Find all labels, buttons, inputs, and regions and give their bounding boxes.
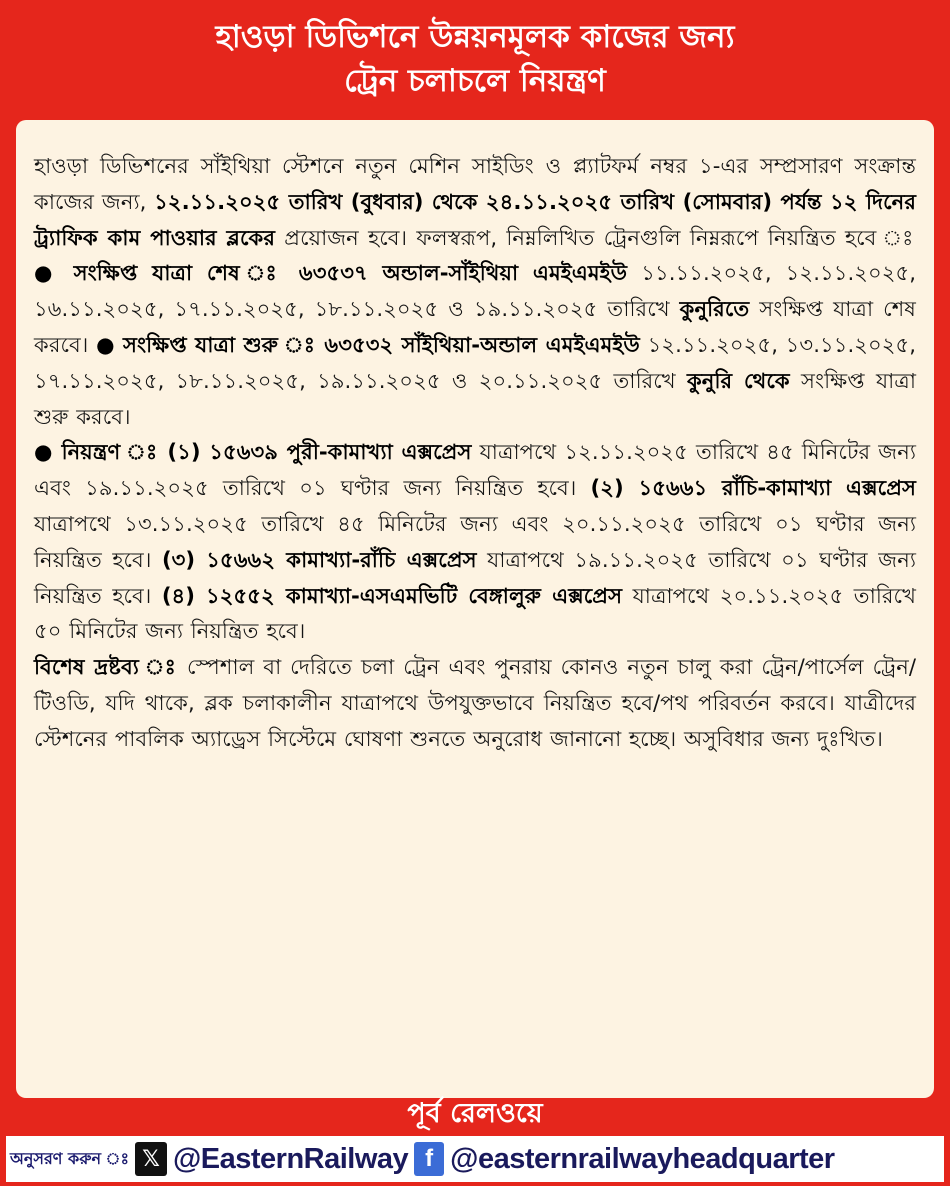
short-termination-dates: ১১.১১.২০২৫, ১২.১১.২০২৫, ১৬.১১.২০২৫, ১৭.১১.২০২৫, ১৮.১১.২০২৫ ও ১৯.১১.২০২৫ তারিখে [34,260,916,322]
regulation-train-1-detail: যাত্রাপথে ১২.১১.২০২৫ তারিখে ৪৫ মিনিটের জন্য এবং ১৯.১১.২০২৫ তারিখে ০১ ঘণ্টার জন্য নিয়ন্ত্রিত হবে। [34,439,916,501]
notice-title-line-2: ট্রেন চলাচলে নিয়ন্ত্রণ [344,63,606,99]
special-note-text: স্পেশাল বা দেরিতে চলা ট্রেন এবং পুনরায় কোনও নতুন চালু করা ট্রেন/পার্সেল ট্রেন/টিওডি, যদি থাকে, ব্লক চলাকালীন যাত্রাপথে উপযুক্তভাবে নিয়ন্ত্রিত হবে/পথ পরিবর্তন করবে। যাত্রীদের স্টেশনের পাবলিক অ্যাড্রেস সিস্টেমে ঘোষণা শুনতে অনুরোধ জানানো হচ্ছে। অসুবিধার জন্য দুঃখিত। [34,654,916,751]
short-origination-tail: সংক্ষিপ্ত যাত্রা শুরু করবে। [34,367,917,429]
notice-body [34,148,916,757]
social-follow-bar [6,1136,944,1182]
short-origination-heading: ● সংক্ষিপ্ত যাত্রা শুরু ঃ ৬৩৫৩২ সাঁইথিয়া-অন্ডাল এমইএমইউ [96,331,640,357]
regulation-train-3: (৩) ১৫৬৬২ কামাখ্যা-রাঁচি এক্সপ্রেস [161,546,477,572]
paragraph-regulation [34,434,916,649]
regulation-train-4: (৪) ১২৫৫২ কামাখ্যা-এসএমভিটি বেঙ্গালুরু এক্সপ্রেস [161,582,623,608]
notice-title-line-1: হাওড়া ডিভিশনে উন্নয়নমূলক কাজের জন্য [215,19,735,55]
block-work-intro: হাওড়া ডিভিশনের সাঁইথিয়া স্টেশনে নতুন মেশিন সাইডিং ও প্ল্যাটফর্ম নম্বর ১-এর সম্প্রসারণ সংক্রান্ত কাজের জন্য, [34,153,916,214]
short-termination-tail: সংক্ষিপ্ত যাত্রা শেষ করবে। [34,296,916,357]
paragraph-block-work [34,148,916,434]
special-note-label: বিশেষ দ্রষ্টব্য ঃ [34,654,179,680]
block-consequence-text: প্রয়োজন হবে। ফলস্বরূপ, নিম্নলিখিত ট্রেনগুলি নিম্নরূপে নিয়ন্ত্রিত হবে ঃ [275,224,916,250]
paragraph-special-note [34,649,916,756]
short-termination-heading: ● সংক্ষিপ্ত যাত্রা শেষ ঃ ৬৩৫৩৭ অন্ডাল-সাঁইথিয়া এমইএমইউ [34,260,628,286]
regulation-train-1: ● নিয়ন্ত্রণ ঃ (১) ১৫৬৩৯ পুরী-কামাখ্যা এক্সপ্রেস [34,439,472,465]
notice-body-panel [16,120,934,1098]
short-origination-dates: ১২.১১.২০২৫, ১৩.১১.২০২৫, ১৭.১১.২০২৫, ১৮.১১.২০২৫, ১৯.১১.২০২৫ ও ২০.১১.২০২৫ তারিখে [34,331,916,393]
facebook-icon[interactable]: f [414,1142,444,1176]
follow-label: অনুসরণ করুন ঃ [10,1148,129,1168]
short-termination-station: কুনুরিতে [679,296,750,322]
block-period-dates: ১২.১১.২০২৫ তারিখ (বুধবার) থেকে ২৪.১১.২০২৫ তারিখ (সোমবার) পর্যন্ত ১২ দিনের ট্র্যাফিক কাম পাওয়ার ব্লকের [34,188,916,250]
short-origination-station: কুনুরি থেকে [686,367,790,393]
organization-name: পূর্ব রেলওয়ে [407,1097,543,1129]
x-handle-link[interactable]: @EasternRailway [173,1142,409,1175]
regulation-train-2: (২) ১৫৬৬১ রাঁচি-কামাখ্যা এক্সপ্রেস [590,475,917,501]
facebook-handle-link[interactable]: @easternrailwayheadquarter [450,1142,835,1175]
regulation-train-4-detail: যাত্রাপথে ২০.১১.২০২৫ তারিখে ৫০ মিনিটের জন্য নিয়ন্ত্রিত হবে। [34,582,916,644]
x-logo-icon[interactable]: 𝕏 [135,1142,167,1176]
notice-header [0,0,950,118]
regulation-train-2-detail: যাত্রাপথে ১৩.১১.২০২৫ তারিখে ৪৫ মিনিটের জন্য এবং ২০.১১.২০২৫ তারিখে ০১ ঘণ্টার জন্য নিয়ন্ত্রিত হবে। [34,510,916,572]
regulation-train-3-detail: যাত্রাপথে ১৯.১১.২০২৫ তারিখে ০১ ঘণ্টার জন্য নিয়ন্ত্রিত হবে। [34,546,916,608]
